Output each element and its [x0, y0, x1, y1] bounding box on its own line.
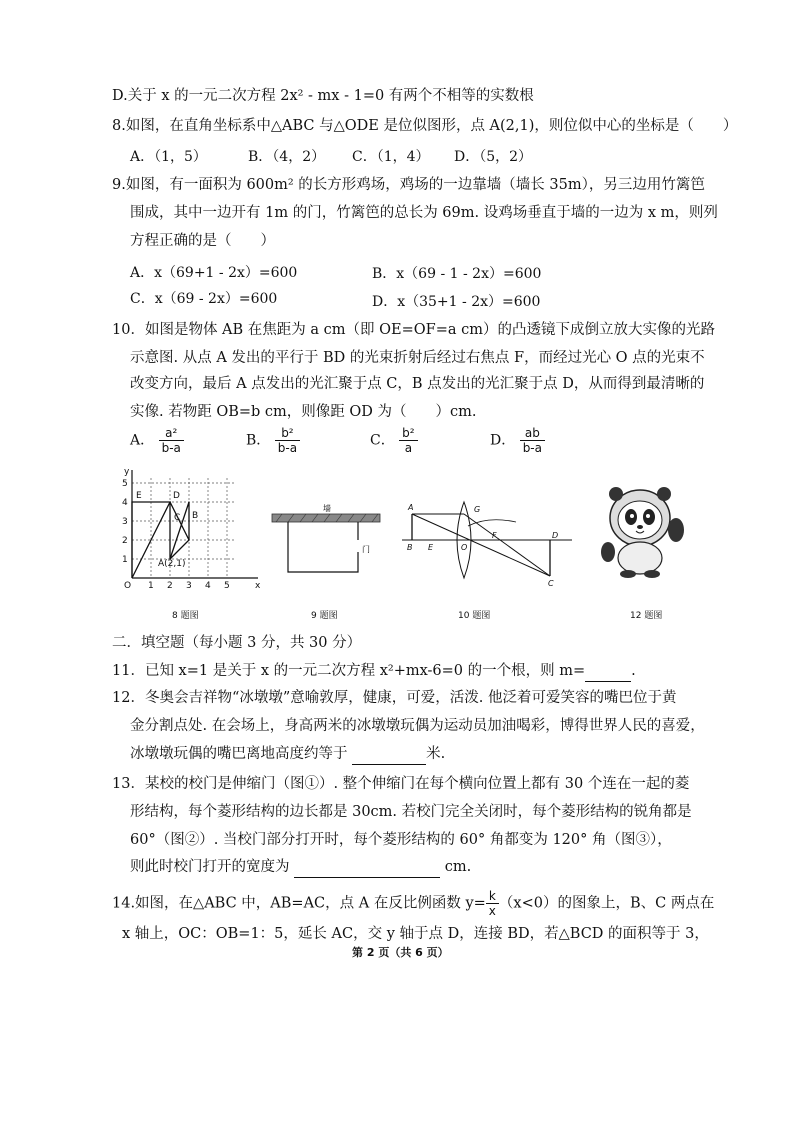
- q14-text-a: 14.如图，在△ABC 中，AB=AC，点 A 在反比例函数 y=: [112, 895, 486, 912]
- q10-option-a: [130, 426, 184, 455]
- x-tick: 5: [224, 581, 230, 591]
- q12-line3-end: 米.: [426, 746, 446, 762]
- fraction: [520, 426, 545, 455]
- q12-line2: 金分割点处. 在会场上，身高两米的冰墩墩玩偶为运动员加油喝彩，博得世界人民的喜爱，: [130, 718, 705, 734]
- origin-label: O: [124, 581, 132, 591]
- q10-line1: 10．如图是物体 AB 在焦距为 a cm（即 OE=OF=a cm）的凸透镜下成倒立放大实像的光路: [112, 322, 715, 338]
- point-a-label: A(2,1): [158, 559, 186, 569]
- q11-end: .: [631, 663, 636, 679]
- answer-blank: [585, 661, 631, 682]
- k-over-x-fraction: [486, 889, 499, 918]
- q8-option-d: D．（5，2）: [454, 149, 533, 165]
- q10-line3: 改变方向，最后 A 点发出的光汇聚于点 C，B 点发出的光汇聚于点 D，从而得到最清晰的: [130, 376, 705, 392]
- q9-line3: 方程正确的是（ ）: [130, 233, 275, 249]
- point-e-label: E: [136, 491, 142, 501]
- y-tick: 3: [122, 517, 128, 527]
- denominator: b-a: [277, 441, 298, 455]
- page-footer: 第 2 页（共 6 页）: [352, 946, 449, 959]
- fig8-grid-diagram: [118, 464, 266, 592]
- denominator: b-a: [161, 441, 181, 455]
- fig10-caption: 10 题图: [458, 611, 491, 621]
- option-label: C．: [370, 432, 395, 449]
- q8-option-b: B．（4，2）: [248, 149, 326, 165]
- q9-option-b: B．x（69 - 1 - 2x）=600: [372, 266, 542, 282]
- q13-line4: [130, 857, 471, 878]
- q12-line3: [130, 744, 445, 765]
- point-o-label: O: [461, 543, 468, 552]
- answer-blank: [294, 857, 440, 878]
- denominator: b-a: [522, 441, 542, 455]
- point-d-label: D: [173, 491, 180, 501]
- q10-line4: 实像. 若物距 OB=b cm，则像距 OD 为（ ）cm.: [130, 404, 477, 420]
- point-d-label: D: [552, 531, 559, 540]
- q9-line2: 围成，其中一边开有 1m 的门，竹篱笆的总长为 69m. 设鸡场垂直于墙的一边为 x m，则列: [130, 205, 718, 221]
- q10-line2: 示意图. 从点 A 发出的平行于 BD 的光束折射后经过右焦点 F，而经过光心 O 点的光束不: [130, 350, 705, 366]
- x-tick: 3: [186, 581, 192, 591]
- point-g-label: G: [474, 505, 481, 514]
- x-tick: 2: [167, 581, 173, 591]
- x-tick: 4: [205, 581, 211, 591]
- y-tick: 1: [122, 555, 128, 565]
- wall-label: 墙: [323, 504, 331, 513]
- y-tick: 5: [122, 479, 128, 489]
- fig8-caption: 8 题图: [172, 611, 199, 621]
- y-tick: 4: [122, 498, 128, 508]
- numerator: ab: [520, 426, 545, 441]
- q13-line3: 60°（图②）. 当校门部分打开时，每个菱形结构的 60° 角都变为 120° 角（图③），: [130, 832, 672, 848]
- q14-line1: [112, 889, 714, 918]
- option-label: D．: [490, 432, 516, 449]
- point-c-label: C: [548, 579, 554, 588]
- q7-option-d: D.关于 x 的一元二次方程 2x² - mx - 1=0 有两个不相等的实数根: [112, 88, 534, 104]
- fig12-caption: 12 题图: [630, 611, 663, 621]
- point-b-label: B: [192, 511, 199, 521]
- q8-stem: 8.如图，在直角坐标系中△ABC 与△ODE 是位似图形，点 A(2,1)，则位似中心的坐标是（ ）: [112, 118, 738, 134]
- q9-option-a: A．x（69+1 - 2x）=600: [130, 265, 298, 281]
- x-tick: 1: [148, 581, 154, 591]
- numerator: k: [486, 889, 499, 904]
- point-e-label: E: [428, 543, 434, 552]
- q14-text-b: （x<0）的图象上，B、C 两点在: [498, 895, 715, 912]
- q10-option-b: [246, 426, 300, 455]
- denominator: x: [488, 904, 496, 918]
- fraction: [275, 426, 300, 455]
- fraction: [399, 426, 417, 455]
- fraction: [159, 426, 184, 455]
- q13-line1: 13．某校的校门是伸缩门（图①）. 整个伸缩门在每个横向位置上都有 30 个连在一起的菱: [112, 776, 690, 792]
- q12-line1: 12．冬奥会吉祥物“冰墩墩”意喻敦厚，健康，可爱，活泼. 他泛着可爱笑容的嘴巴位于黄: [112, 690, 677, 706]
- point-a-label: A: [408, 503, 414, 512]
- q13-line4-end: cm.: [444, 859, 472, 875]
- denominator: a: [404, 441, 413, 455]
- q11-text: 11．已知 x=1 是关于 x 的一元二次方程 x²+mx-6=0 的一个根，则 m=: [112, 663, 586, 679]
- x-axis-label: x: [255, 581, 261, 591]
- q10-option-c: [370, 426, 418, 455]
- option-label: B．: [246, 432, 271, 449]
- q9-option-c: C．x（69 - 2x）=600: [130, 291, 278, 307]
- point-f-label: F: [492, 531, 497, 540]
- q8-option-c: C．（1，4）: [352, 149, 430, 165]
- section-2-heading: 二．填空题（每小题 3 分，共 30 分）: [112, 635, 362, 651]
- numerator: a²: [159, 426, 184, 441]
- y-tick: 2: [122, 536, 128, 546]
- q8-option-a: A．（1，5）: [130, 149, 207, 165]
- q12-line3-text: 冰墩墩玩偶的嘴巴离地高度约等于: [130, 746, 348, 762]
- point-c-label: C: [174, 513, 181, 523]
- q13-line4-text: 则此时校门打开的宽度为: [130, 859, 290, 875]
- door-label: 门: [362, 545, 370, 554]
- fig9-chicken-pen-diagram: [268, 500, 386, 584]
- q14-line2: x 轴上，OC：OB=1：5，延长 AC，交 y 轴于点 D，连接 BD，若△BCD 的面积等于 3，: [122, 926, 709, 942]
- q9-option-d: D．x（35+1 - 2x）=600: [372, 294, 541, 310]
- option-label: A．: [130, 432, 155, 449]
- y-axis-label: y: [124, 467, 130, 477]
- q11: [112, 661, 636, 682]
- fig10-lens-diagram: [398, 496, 574, 588]
- fig12-mascot-illustration: [594, 482, 690, 578]
- q9-line1: 9.如图，有一面积为 600m² 的长方形鸡场，鸡场的一边靠墙（墙长 35m），另三边用竹篱笆: [112, 177, 705, 193]
- q10-option-d: [490, 426, 545, 455]
- numerator: b²: [399, 426, 417, 441]
- numerator: b²: [275, 426, 300, 441]
- point-b-label: B: [407, 543, 413, 552]
- fig9-caption: 9 题图: [311, 611, 338, 621]
- answer-blank: [352, 744, 426, 765]
- q13-line2: 形结构，每个菱形结构的边长都是 30cm. 若校门完全关闭时，每个菱形结构的锐角都是: [130, 804, 692, 820]
